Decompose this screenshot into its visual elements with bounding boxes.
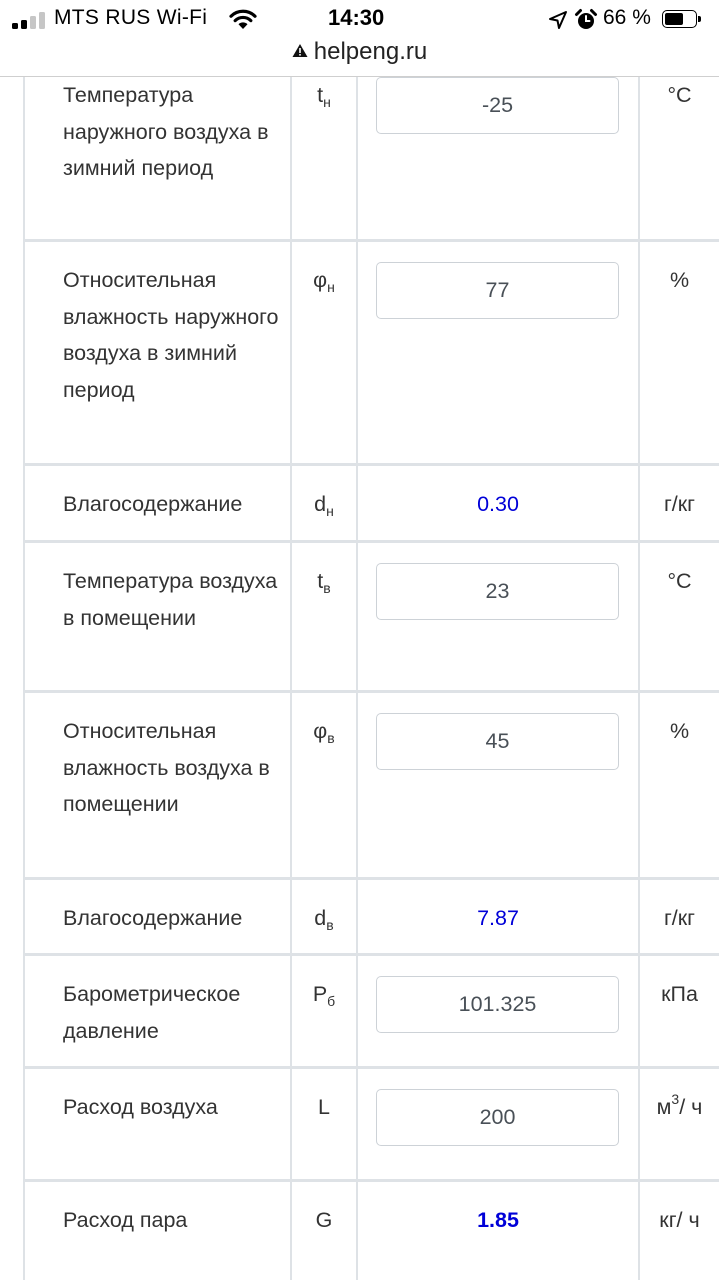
table-row <box>23 242 719 466</box>
calculator-table <box>23 77 719 1280</box>
parameter-name: Температура воздуха в помещении <box>23 543 290 690</box>
unit: кг/ ч <box>638 1182 719 1280</box>
parameter-name: Температура наружного воздуха в зимний период <box>23 77 290 239</box>
parameter-name: Расход пара <box>23 1182 290 1280</box>
parameter-symbol: $d_н$ <box>290 466 356 540</box>
parameter-symbol: $t_н$ <box>290 77 356 239</box>
status-bar <box>0 0 719 40</box>
unit: г/кг <box>638 880 719 953</box>
unit: % <box>638 242 719 463</box>
outdoor-temp-input[interactable] <box>376 77 619 134</box>
table-row <box>23 543 719 693</box>
parameter-symbol: $d_в$ <box>290 880 356 953</box>
value-cell <box>356 242 638 463</box>
parameter-symbol: $t_в$ <box>290 543 356 690</box>
carrier-name: MTS RUS Wi-Fi <box>54 6 208 29</box>
value-cell <box>356 543 638 690</box>
unit: г/кг <box>638 466 719 540</box>
value-cell <box>356 956 638 1066</box>
parameter-symbol: $\varphi_н$ <box>290 242 356 463</box>
indoor-moisture-result: 7.87 <box>477 906 519 930</box>
outdoor-moisture-result: 0.30 <box>477 492 519 516</box>
wifi-icon <box>228 8 258 30</box>
pressure-input[interactable] <box>376 976 619 1033</box>
value-cell <box>356 1182 638 1280</box>
table-row <box>23 956 719 1069</box>
battery-percent: 66 % <box>603 6 651 29</box>
url-text: helpeng.ru <box>313 38 428 65</box>
unit: °C <box>638 77 719 239</box>
parameter-name: Относительная влажность наружного воздуха в зимний период <box>23 242 290 463</box>
value-cell <box>356 466 638 540</box>
value-cell <box>356 77 638 239</box>
unit: кПа <box>638 956 719 1066</box>
unit: % <box>638 693 719 877</box>
parameter-symbol: L <box>290 1069 356 1179</box>
table-row <box>23 1069 719 1182</box>
steam-flow-result: 1.85 <box>477 1208 519 1232</box>
table-row <box>23 880 719 956</box>
table-row <box>23 466 719 543</box>
table-row <box>23 693 719 880</box>
unit: °C <box>638 543 719 690</box>
alarm-icon <box>574 8 598 32</box>
indoor-temp-input[interactable] <box>376 563 619 620</box>
battery-icon <box>662 10 697 28</box>
parameter-name: Влагосодержание <box>23 880 290 953</box>
location-arrow-icon <box>548 10 568 30</box>
parameter-name: Влагосодержание <box>23 466 290 540</box>
warning-triangle-icon <box>292 43 308 58</box>
parameter-symbol: $\varphi_в$ <box>290 693 356 877</box>
parameter-name: Относительная влажность воздуха в помещении <box>23 693 290 877</box>
outdoor-humidity-input[interactable] <box>376 262 619 319</box>
parameter-name: Расход воздуха <box>23 1069 290 1179</box>
indoor-humidity-input[interactable] <box>376 713 619 770</box>
address-bar[interactable] <box>0 38 719 66</box>
parameter-symbol: G <box>290 1182 356 1280</box>
value-cell <box>356 1069 638 1179</box>
unit: $м^3/$ ч <box>638 1069 719 1179</box>
signal-icon <box>12 12 46 29</box>
table-row <box>23 77 719 242</box>
parameter-name: Барометрическое давление <box>23 956 290 1066</box>
table-row <box>23 1182 719 1280</box>
parameter-symbol: $P_б$ <box>290 956 356 1066</box>
clock: 14:30 <box>328 5 385 30</box>
air-flow-input[interactable] <box>376 1089 619 1146</box>
value-cell <box>356 693 638 877</box>
value-cell <box>356 880 638 953</box>
